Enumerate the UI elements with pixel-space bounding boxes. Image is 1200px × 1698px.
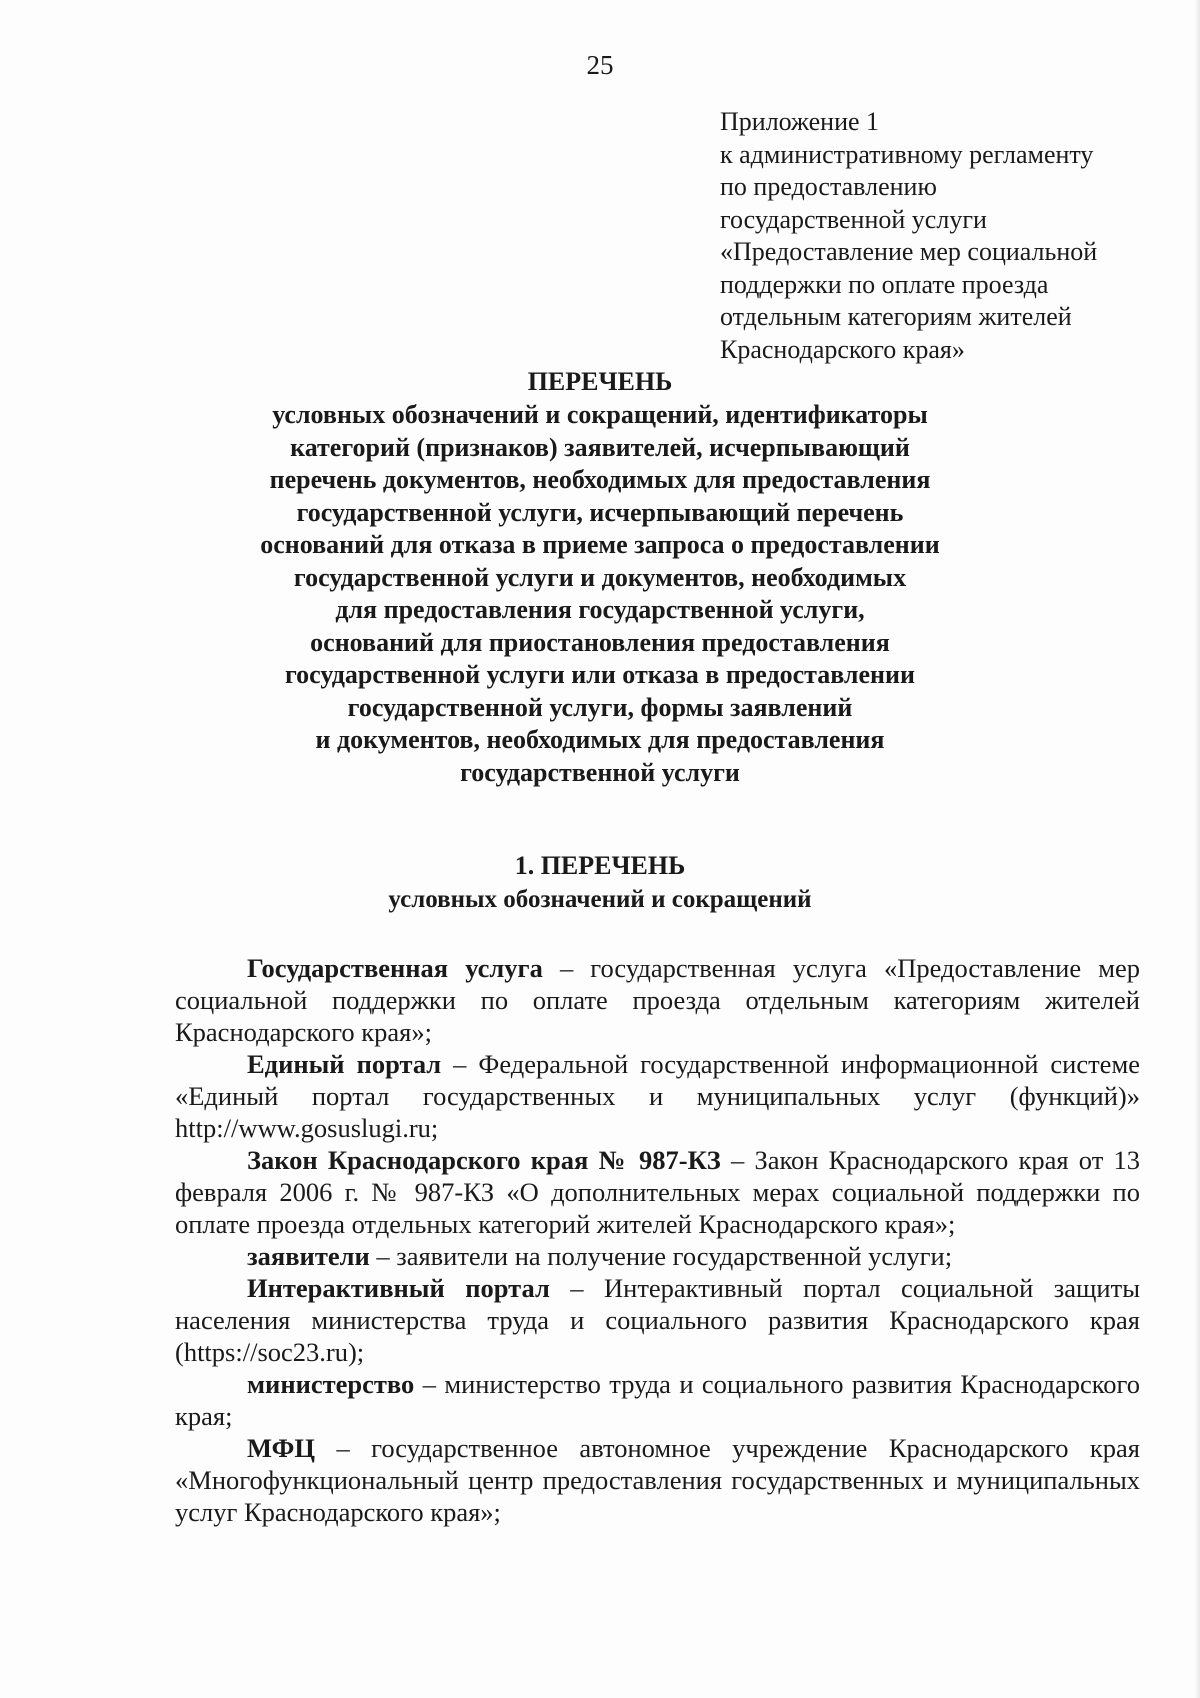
subtitle-line: государственной услуги, формы заявлений (347, 692, 853, 722)
appendix-note (720, 106, 1160, 366)
definition-term: Государственная услуга (247, 953, 543, 983)
section-heading: 1. ПЕРЕЧЕНЬ (514, 851, 686, 880)
subtitle-line: для предоставления государственной услуги, (335, 595, 865, 624)
subtitle-line: условных обозначений и сокращений, идентификаторы (272, 400, 928, 429)
subtitle-line: государственной услуги или отказа в предоставлении (284, 660, 916, 689)
appendix-line: государственной услуги (720, 204, 987, 234)
definition-text: – государственная услуга «Предоставление мер социальной поддержки по оплате проезда отдельным категориям жителей Краснодарского края»; (175, 953, 1140, 1047)
subtitle-line: категорий (признаков) заявителей, исчерпывающий (290, 432, 910, 462)
definitions-list (175, 952, 1140, 1528)
definition-paragraph (175, 1432, 1140, 1528)
scan-edge-shadow (1194, 0, 1200, 1698)
definition-paragraph (175, 1048, 1140, 1144)
subtitle-line: оснований для приостановления предоставления (310, 627, 890, 657)
definition-term: Закон Краснодарского края № 987-КЗ (247, 1145, 721, 1175)
document-subtitle (180, 399, 1020, 789)
definition-text: – министерство труда и социального развития Краснодарского края; (175, 1369, 1140, 1431)
section-subheading: условных обозначений и сокращений (388, 886, 812, 913)
appendix-line: Краснодарского края» (720, 334, 965, 364)
definition-text: – государственное автономное учреждение Краснодарского края «Многофункциональный центр предоставления государственных и муниципальных услуг Краснодарского края»; (175, 1433, 1140, 1527)
subtitle-line: оснований для отказа в приеме запроса о предоставлении (260, 530, 940, 559)
definition-text: – Закон Краснодарского края от 13 февраля 2006 г. № 987-КЗ «О дополнительных мерах социальной поддержки по оплате проезда отдельных категорий жителей Краснодарского края»; (175, 1145, 1140, 1239)
definition-text: – заявители на получение государственной услуги; (369, 1241, 953, 1271)
definition-term: Интерактивный портал (247, 1273, 550, 1303)
page-number: 25 (586, 50, 614, 80)
appendix-line: Приложение 1 (720, 107, 880, 136)
appendix-line: отдельным категориям жителей (720, 302, 1072, 331)
definition-paragraph (175, 952, 1140, 1048)
subtitle-line: государственной услуги, исчерпывающий перечень (296, 497, 904, 527)
document-title: ПЕРЕЧЕНЬ (527, 367, 673, 396)
definition-paragraph (175, 1272, 1140, 1368)
definition-text: – Интерактивный портал социальной защиты населения министерства труда и социального развития Краснодарского края (https://soc23.ru); (175, 1273, 1140, 1367)
definition-term: министерство (247, 1369, 415, 1399)
appendix-line: «Предоставление мер социальной (720, 237, 1098, 266)
appendix-line: по предоставлению (720, 172, 937, 201)
appendix-line: к административному регламенту (720, 139, 1094, 169)
subtitle-line: государственной услуги и документов, необходимых (293, 562, 907, 592)
subtitle-line: перечень документов, необходимых для предоставления (269, 465, 931, 494)
appendix-line: поддержки по оплате проезда (720, 269, 1049, 299)
definition-paragraph (175, 1144, 1140, 1240)
definition-text: – Федеральной государственной информационной системе «Единый портал государственных и муниципальных услуг (функций)» http://www.gosuslugi.ru; (175, 1049, 1140, 1143)
definition-term: Единый портал (247, 1049, 442, 1079)
definition-term: заявители (247, 1241, 370, 1271)
subtitle-line: государственной услуги (460, 757, 740, 787)
definition-term: МФЦ (247, 1433, 316, 1463)
definition-paragraph (175, 1368, 1140, 1432)
definition-paragraph (175, 1240, 1140, 1272)
subtitle-line: и документов, необходимых для предоставления (315, 725, 885, 754)
